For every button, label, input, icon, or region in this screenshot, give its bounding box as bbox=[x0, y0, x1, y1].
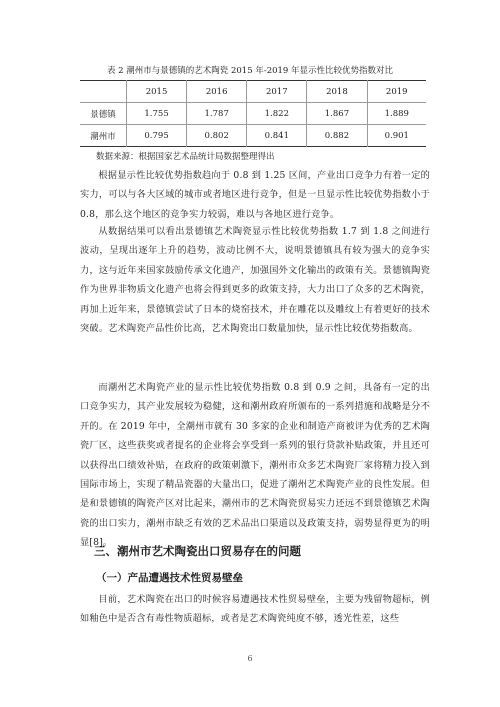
section-heading: 三、潮州市艺术陶瓷出口贸易存在的问题 bbox=[94, 544, 301, 558]
paragraph-trade-barriers: 目前，艺术陶瓷在出口的时候容易遭遇技术性贸易壁垒，主要为残留物超标，例如釉色中是否含有毒性物质超标，或者是艺术陶瓷纯度不够，透光性差，这些 bbox=[80, 594, 430, 625]
table-cell: 1.787 bbox=[187, 103, 247, 125]
data-source-note: 数据来源：根据国家艺术品统计局数据整理得出 bbox=[96, 152, 275, 162]
subsection-heading: （一）产品遭遇技术性贸易壁垒 bbox=[96, 572, 243, 584]
paragraph-chaozhou-analysis: 而潮州艺术陶瓷产业的显示性比较优势指数 0.8 到 0.9 之间，具备有一定的出口竞争实力，其产业发展较为稳健，这和潮州政府所颁布的一系列措施和战略是分不开的。在 2019 年中，全潮州市就有 30 多家的企业和制造产商被评为优秀的艺术陶瓷厂区，这些获奖或者提名的企业将会享受到一系列的银行贷款补贴政策，并且还可以获得出口绩效补贴，在政府的政策刺激下，潮州市众多艺术陶瓷厂家将精力投入到国际市场上，实现了精品瓷器的大量出口，促进了潮州艺术陶瓷产业的良性发展。但是和景德镇的陶瓷产区对比起来，潮州市的艺术陶瓷贸易实力还远不到景德镇艺术陶瓷的出口实力，潮州市缺乏有效的艺术品出口渠道以及政策支持，弱势显得更为的明显[8]。 bbox=[80, 382, 430, 549]
table-corner-cell bbox=[80, 81, 127, 103]
table-row-chaozhou bbox=[80, 125, 426, 147]
table-row-jingdezhen bbox=[80, 103, 426, 125]
year-header: 2015 bbox=[127, 81, 187, 103]
paragraph-jingdezhen-analysis: 从数据结果可以看出景德镇艺术陶瓷显示性比较优势指数 1.7 到 1.8 之间进行波动，呈现出逐年上升的趋势，波动比例不大，说明景德镇具有较为强大的竞争实力，这与近年来国家鼓励传承文化遗产，加强国外文化输出的政策有关。景德镇陶瓷作为世界非物质文化遗产也将会得到更多的政策支持，大力出口了众多的艺术陶瓷，再加上近年来，景德镇尝试了日本的烧窑技术，并在雕花以及雕纹上有着更好的技术突破。艺术陶瓷产品性价比高，艺术陶瓷出口数量加快，显示性比较优势指数高。 bbox=[80, 226, 430, 335]
year-header: 2017 bbox=[247, 81, 307, 103]
table-cell: 0.841 bbox=[247, 125, 307, 147]
page-number: 6 bbox=[247, 654, 253, 663]
table-header-row bbox=[80, 81, 426, 103]
table-cell: 0.802 bbox=[187, 125, 247, 147]
table-cell: 1.755 bbox=[127, 103, 187, 125]
table-cell: 1.889 bbox=[367, 103, 426, 125]
table-cell: 0.882 bbox=[307, 125, 367, 147]
year-header: 2019 bbox=[367, 81, 426, 103]
table-cell: 0.795 bbox=[127, 125, 187, 147]
year-header: 2018 bbox=[307, 81, 367, 103]
table-cell: 0.901 bbox=[367, 125, 426, 147]
table-cell: 1.867 bbox=[307, 103, 367, 125]
table-caption: 表 2 潮州市与景德镇的艺术陶瓷 2015 年-2019 年显示性比较优势指数对比 bbox=[106, 66, 394, 76]
row-label: 景德镇 bbox=[90, 109, 116, 120]
rca-index-table bbox=[80, 80, 426, 147]
paragraph-rca-threshold: 根据显示性比较优势指数趋向于 0.8 到 1.25 区间，产业出口竞争力有着一定的实力，可以与各大区域的城市或者地区进行竞争，但是一旦显示性比较优势指数小于 0.8，那么这个地区的竞争实力较弱，难以与各地区进行竞争。 bbox=[80, 170, 430, 220]
row-label: 潮州市 bbox=[90, 131, 116, 142]
year-header: 2016 bbox=[187, 81, 247, 103]
table-cell: 1.822 bbox=[247, 103, 307, 125]
